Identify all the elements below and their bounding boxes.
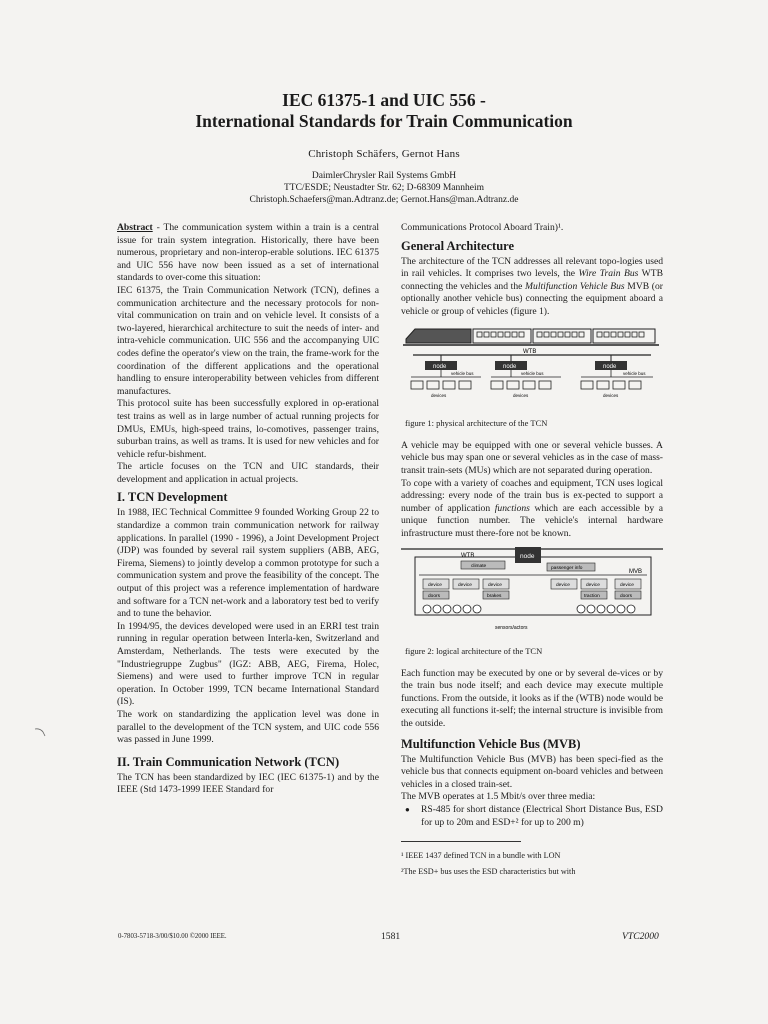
doors-label-2: doors xyxy=(620,593,632,599)
climate-label: climate xyxy=(471,563,487,569)
affiliation-emails: Christoph.Schaefers@man.Adtranz.de; Gernot.Hans@man.Adtranz.de xyxy=(249,195,519,205)
fig1-nodes xyxy=(425,355,627,370)
arch-text-b: WTB connecting the vehicles and the xyxy=(401,268,664,292)
authors: Christoph Schäfers, Gernot Hans xyxy=(308,148,460,160)
fig1-vehicle-bus-label-1: vehicle bus xyxy=(451,370,474,376)
section-2-heading: II. Train Communication Network (TCN) xyxy=(117,754,340,769)
right-p4: Each function may be executed by one or by several de-vices or by the train bus node itself; and each device may execute multiple functions. From the outside, it looks as if the (WTB) node would be executing all functions it-self; the internal structure is invisible from the outside. xyxy=(401,667,663,730)
abstract xyxy=(117,222,379,285)
train-icon xyxy=(403,329,659,345)
fig1-devices-label-3: devices xyxy=(603,392,619,398)
section-2-p1: The TCN has been standardized by IEC (IEC 61375-1) and by the IEEE (Std 1473-1999 IEEE Standard for xyxy=(117,771,379,796)
fig1-wtb-label: WTB xyxy=(523,348,537,355)
section-1-p2: In 1994/95, the devices developed were used in an ERRI test train running in regular operation between Interla-ken, Switzerland and Amsterdam, Netherlands. The tests were executed by the "Industriegruppe Zugbus" (IGZ: ABB, AEG, Firema, Holec, Siemens) and were used to further improve TCN in regular operation. In October 1999, TCN became International Standard (IS). xyxy=(117,620,379,708)
brakes-label: brakes xyxy=(487,593,502,599)
fig1-vehicle-bus-label-3: vehicle bus xyxy=(623,370,646,376)
device-label-3: device xyxy=(488,582,502,588)
fig2-node-label: node xyxy=(520,552,535,560)
figure-1 xyxy=(401,325,663,430)
fig1-devices-label-1: devices xyxy=(431,392,447,398)
title-line-2: International Standards for Train Communication xyxy=(195,111,573,131)
page-number: 1581 xyxy=(381,931,401,942)
fig1-node-label-1: node xyxy=(433,363,447,370)
section-1-heading: I. TCN Development xyxy=(117,490,228,505)
fig1-vehicle-bus-label-2: vehicle bus xyxy=(521,370,544,376)
fig2-wtb-label: WTB xyxy=(461,552,475,559)
sensors-label: sensors/actors xyxy=(495,624,528,631)
section-1-p1: In 1988, IEC Technical Committee 9 founded Working Group 22 to standardize a common train communication network for railway applications. In parallel (1990 - 1996), a Joint Development Project (JDP) was founded by several rail system suppliers (ABB, AEG, Firema, Siemens) to jointly develop a common prototype for such a communication system and prove the feasibility of the concept. The output of this project was a reference implementation of hardware and software for a TCN net-work and a laboratory test bed to verify and to tune the behavior. xyxy=(117,507,379,620)
left-column xyxy=(117,222,379,797)
figure-1-caption: figure 1: physical architecture of the TCN xyxy=(405,418,548,429)
mvb-media-list xyxy=(401,804,663,829)
footer-copyright: 0-7803-5718-3/00/$10.00 ©2000 IEEE. xyxy=(118,933,227,940)
abstract-p1: - The communication system within a train is a central issue for train system integration. Historically, there have been numerous, proprietary and non-interop-erable solutions. IEC 61375 and UIC 556 have now been issued as a set of international standards to over-come this situation: xyxy=(117,222,379,284)
traction-label: traction xyxy=(584,593,600,599)
abstract-p4: The article focuses on the TCN and UIC standards, their development and application in actual projects. xyxy=(117,461,379,485)
general-architecture-heading: General Architecture xyxy=(401,238,515,253)
fig1-node-label-3: node xyxy=(603,363,617,370)
functions-term: functions xyxy=(494,502,530,514)
footnote-rule xyxy=(401,841,521,842)
mvb-term: Multifunction Vehicle Bus xyxy=(525,280,625,292)
footnote-1: ¹ IEEE 1437 defined TCN in a bundle with LON xyxy=(401,851,561,861)
abstract-p2: IEC 61375, the Train Communication Network (TCN), defines a communication architecture and the necessary protocols for non-vital communication on train and on vehicle level. It consists of a two-layered, hierarchical architecture to suit the needs of inter- and intra-vehicle communication. UIC 556 and the accompanying UIC codes define the operator's view on the train, the frame-work for the coordination of the different applications and the operational handling to ensure interoperability between vehicles from different manufactures. xyxy=(117,284,379,397)
footnote-2: ²The ESD+ bus uses the ESD characteristics but with xyxy=(401,867,576,877)
passenger-info-label: passenger info xyxy=(551,565,583,571)
general-architecture-p1 xyxy=(401,256,663,319)
abstract-label: Abstract xyxy=(117,222,153,233)
abstract-p3: This protocol suite has been successfully explored in op-erational test trains as well as in large number of actual running projects for DMUs, EMUs, high-speed trains, lo-comotives, passenger trains, suburban trains, as well as trams. It is used for new vehicles and for vehicle refur-bishment. xyxy=(117,398,379,460)
affiliation-address: TTC/ESDE; Neustadter Str. 62; D-68309 Mannheim xyxy=(283,183,484,193)
p3-text-a: To cope with a variety of coaches and equipment, TCN uses logical addressing: every node of the train bus is ex-pected to support a number of application xyxy=(401,477,663,514)
fig1-devices-label-2: devices xyxy=(513,392,529,398)
arch-text-a: The architecture of the TCN addresses all relevant topo-logies used in rail vehicles. It comprises two levels, the xyxy=(401,255,663,280)
doors-label-1: doors xyxy=(428,593,440,599)
margin-mark-icon xyxy=(34,727,46,737)
wtb-term: Wire Train Bus xyxy=(578,268,639,280)
mvb-p2: The MVB operates at 1.5 Mbit/s over three media: xyxy=(401,791,596,803)
fig1-node-label-2: node xyxy=(503,363,517,370)
arch-text-c: MVB (or optionally another vehicle bus) connecting the equipment aboard a vehicle or group of vehicles (figure 1). xyxy=(401,280,663,317)
device-label-6: device xyxy=(620,582,634,588)
section-1-p3: The work on standardizing the application level was done in parallel to the development of the TCN system, and UIC code 556 was passed in June 1999. xyxy=(117,708,379,746)
mvb-p1: The Multifunction Vehicle Bus (MVB) has been speci-fied as the vehicle bus that connects equipment on-board vehicles and between vehicles in a closed train-set. xyxy=(401,753,663,790)
affiliation-company: DaimlerChrysler Rail Systems GmbH xyxy=(311,171,457,181)
fig2-mvb-label: MVB xyxy=(629,568,643,575)
right-column xyxy=(401,222,663,878)
right-continuation: Communications Protocol Aboard Train)¹. xyxy=(401,222,564,233)
mvb-heading: Multifunction Vehicle Bus (MVB) xyxy=(401,736,581,751)
device-label-1: device xyxy=(428,582,442,588)
wheels xyxy=(423,605,635,613)
device-label-4: device xyxy=(556,582,570,588)
paper-title xyxy=(0,90,768,132)
right-p3 xyxy=(401,478,663,541)
figure-2 xyxy=(401,543,663,658)
p3-text-b: which are each accessible by a unique function number. The vehicle's internal hardware infrastructure must there-fore not be known. xyxy=(401,502,663,539)
title-block xyxy=(0,90,768,206)
conference-label: VTC2000 xyxy=(622,931,659,942)
right-p2: A vehicle may be equipped with one or several vehicle busses. A vehicle bus may span one or several vehicles as in the case of mass-transit train-sets (MUs) which are not separated during operation. xyxy=(401,439,663,476)
fig2-devices xyxy=(423,579,641,599)
mvb-media-item: ● RS-485 for short distance (Electrical Short Distance Bus, ESD for up to 20m and ESD+² for up to 200 m) xyxy=(415,804,663,829)
figure-2-drawing xyxy=(401,543,663,635)
affiliation xyxy=(0,170,768,206)
figure-2-caption: figure 2: logical architecture of the TCN xyxy=(405,646,543,657)
title-line-1: IEC 61375-1 and UIC 556 - xyxy=(282,90,486,110)
device-label-2: device xyxy=(458,582,472,588)
figure-1-drawing xyxy=(401,325,663,407)
device-label-5: device xyxy=(586,582,600,588)
